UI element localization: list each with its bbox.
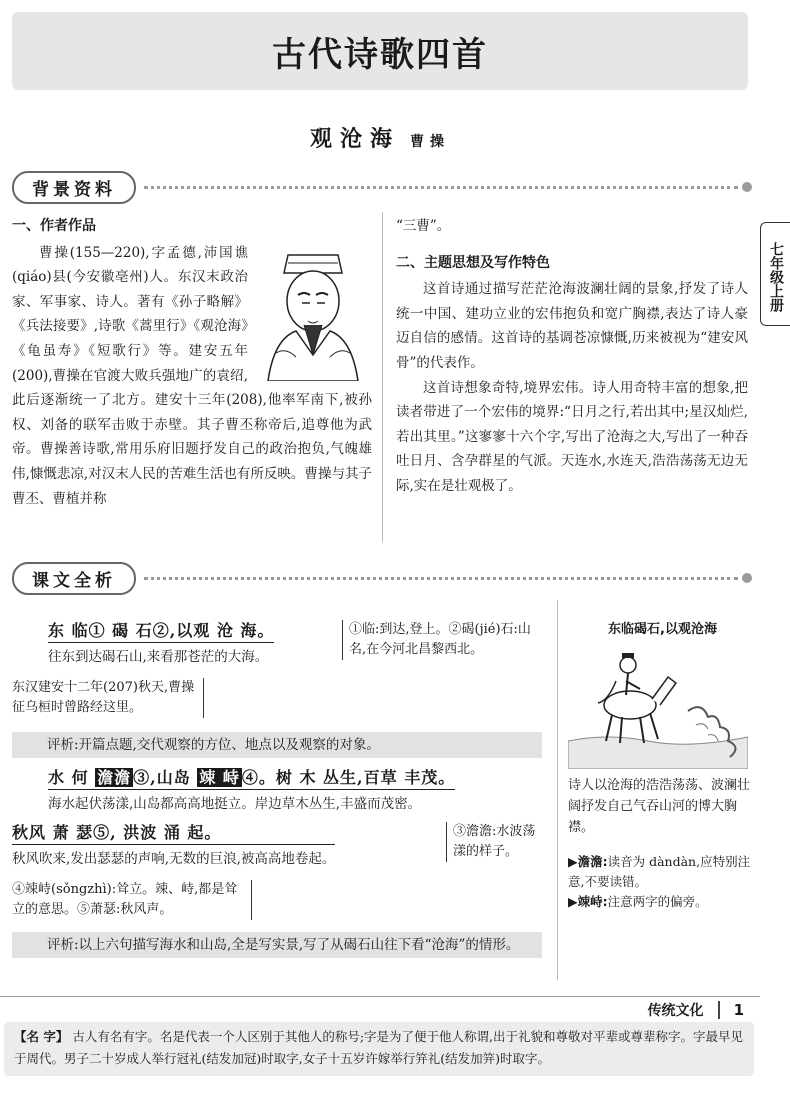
author-works-text: 曹操(155—220),字孟德,沛国谯(qiáo)县(今安徽亳州)人。东汉末政治家、军事家、诗人。著有《孙子略解》《兵法接要》,诗歌《蒿里行》《观沧海》《龟虽寿》《短歌行》等。建安五年(200),曹操在官渡大败兵强地广的袁绍,此后逐渐统一了北方。建安十三年(208),他率军南下,被孙权、刘备的联军击败于赤壁。其子曹丕称帝后,追尊他为武帝。曹操善诗歌,常用乐府旧题抒发自己的政治抱负,气魄雄伟,慷慨悲凉,对汉末人民的苦难生活也有所反映。曹操与其子曹丕、曹植并称: [12, 244, 372, 507]
note-3: ③澹澹:水波荡漾的样子。: [446, 822, 546, 862]
footer-tag: 传统文化: [647, 1002, 704, 1019]
column-divider: [382, 212, 383, 542]
footer-note-text: 古人有名有字。名是代表一个人区别于其他人的称号;字是为了便于他人称谓,出于礼貌和尊敬对平辈或尊辈称字。字最早见于周代。男子二十岁成人举行冠礼(结发加冠)时取字,女子十五岁许嫁举行笄礼(结发加笄)时取字。: [14, 1029, 744, 1066]
grade-side-tab[interactable]: 七年级上册: [760, 222, 790, 326]
note-1: ①临:到达,登上。②碣(jié)石:山名,在今河北昌黎西北。: [342, 620, 547, 660]
tip-2-text: 注意两字的偏旁。: [607, 894, 708, 909]
pronunciation-tip-2: [568, 892, 757, 912]
dotted-rule: [144, 186, 738, 189]
theme-text-2: 这首诗想象奇特,境界宏伟。诗人用奇特丰富的想象,把读者带进了一个宏伟的境界:“日月之行,若出其中;星汉灿烂,若出其里。”这寥寥十六个字,写出了沧海之大,写出了一种吞吐日月、含孕群星的气派。天连水,水连天,浩浩荡荡无边无际,实在是壮观极了。: [396, 379, 748, 494]
translation-3: 秋风吹来,发出瑟瑟的声响,无数的巨浪,被高高地卷起。: [12, 851, 336, 867]
translation-2: 海水起伏荡漾,山岛都高高地挺立。岸边草木丛生,丰盛而茂密。: [48, 796, 422, 812]
horse-rider-illustration-icon: [568, 641, 748, 769]
verse-line-3: 秋风 萧 瑟⑤, 洪波 涌 起。: [12, 820, 335, 845]
pronunciation-tip-1: [568, 852, 757, 892]
tip-1-text: 读音为 dàndàn,应特别注意,不要读错。: [568, 854, 751, 889]
section-background-label: 背景资料: [12, 171, 136, 204]
page-title: 古代诗歌四首: [272, 34, 488, 75]
note-1b: 东汉建安十二年(207)秋天,曹操征乌桓时曾路经这里。: [12, 678, 204, 718]
author-works-continued: “三曹”。: [396, 218, 451, 234]
comment-2: 评析:以上六句描写海水和山岛,全是写实景,写了从碣石山往下看“沧海”的情形。: [12, 932, 542, 958]
dotted-rule: [144, 577, 738, 580]
section-analysis: [12, 563, 752, 593]
tip-2-label: ▶竦峙:: [568, 894, 608, 909]
footer-bar: [0, 996, 760, 1022]
tip-1-label: ▶澹澹:: [568, 854, 608, 869]
translation-1: 往东到达碣石山,来看那苍茫的大海。: [48, 649, 269, 665]
verse-line-1: 东 临① 碣 石②,以观 沧 海。: [48, 618, 274, 643]
illustration-title: 东临碣石,以观沧海: [608, 622, 717, 637]
rule-end-dot: [742, 573, 752, 583]
verse-block-2: [48, 765, 455, 812]
verse-block-3: [12, 820, 335, 867]
section-background: [12, 172, 752, 202]
footer-note-label: 【名 字】: [14, 1029, 69, 1044]
author-works-heading: 一、作者作品: [12, 218, 96, 234]
section-analysis-label: 课文全析: [12, 562, 136, 595]
footer-note: [4, 1022, 754, 1076]
verse-2-part-a: 水 何: [48, 768, 96, 787]
page-number: 1: [718, 1001, 760, 1019]
comment-1: 评析:开篇点题,交代观察的方位、地点以及观察的对象。: [12, 732, 542, 758]
caocao-portrait-icon: [254, 243, 372, 381]
title-bar: [12, 12, 748, 90]
verse-2-part-b: ③,山岛: [133, 768, 198, 787]
note-4: ④竦峙(sǒngzhì):耸立。竦、峙,都是耸立的意思。⑤萧瑟:秋风声。: [12, 880, 252, 920]
verse-2-highlight-2: 竦 峙: [199, 768, 240, 787]
verse-block-1: [48, 618, 274, 665]
poem-title: [0, 122, 760, 153]
theme-heading: 二、主题思想及写作特色: [396, 254, 550, 271]
verse-2-highlight-1: 澹澹: [97, 768, 132, 787]
verse-2-part-c: ④。树 木 丛生,百草 丰茂。: [241, 768, 456, 787]
background-left-column: [12, 214, 372, 511]
theme-text-1: 这首诗通过描写茫茫沧海波澜壮阔的景象,抒发了诗人统一中国、建功立业的宏伟抱负和宽广胸襟,表达了诗人豪迈自信的感情。这首诗的基调苍凉慷慨,历来被视为“建安风骨”的代表作。: [396, 281, 748, 371]
illustration-panel: [557, 600, 757, 980]
background-right-column: [396, 214, 748, 499]
illustration-caption: 诗人以沧海的浩浩荡荡、波澜壮阔抒发自己气吞山河的博大胸襟。: [568, 778, 751, 835]
poem-author: 曹操: [410, 134, 450, 150]
rule-end-dot: [742, 182, 752, 192]
poem-name: 观沧海: [309, 126, 400, 152]
verse-line-2: [48, 765, 455, 790]
